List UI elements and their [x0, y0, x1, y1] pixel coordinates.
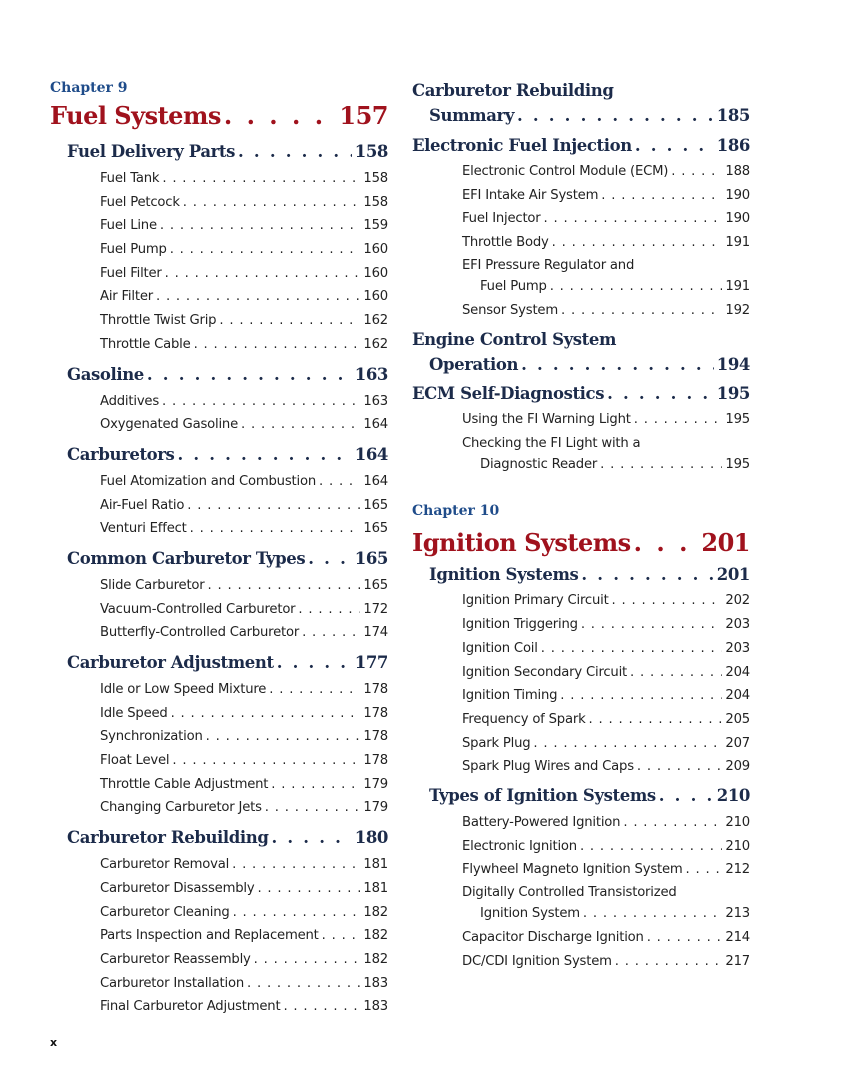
- leader-dots: [560, 684, 722, 708]
- section-title: ECM Self-Diagnostics: [412, 384, 605, 404]
- subsection-spark-plug-wires-and-caps[interactable]: [412, 755, 750, 779]
- subsection-synchronization[interactable]: [50, 725, 388, 749]
- section-carburetor-adjustment[interactable]: [50, 648, 388, 678]
- entry-page: 165: [354, 548, 388, 568]
- leader-dots: [187, 494, 360, 518]
- chapter-9-label: Chapter 9: [50, 80, 128, 96]
- leader-dots: [541, 637, 723, 661]
- entry-page: 209: [725, 759, 750, 775]
- leader-dots: [257, 877, 360, 901]
- leader-dots: [208, 574, 361, 598]
- leader-dots: [171, 702, 361, 726]
- leader-dots: [254, 948, 361, 972]
- entry-page: 172: [363, 601, 388, 617]
- leader-dots: [162, 167, 360, 191]
- leader-dots: [232, 853, 360, 877]
- subsection-title-line2: Diagnostic Reader: [480, 457, 598, 473]
- subsection-title-line1: Checking the FI Light with a: [462, 436, 641, 452]
- subsection-fuel-filter[interactable]: [50, 262, 388, 286]
- leader-dots: [219, 309, 360, 333]
- entry-page: 180: [354, 828, 388, 848]
- entry-title: Synchronization: [100, 729, 203, 745]
- entry-page: 182: [363, 928, 388, 944]
- entry-title: Carburetor Adjustment: [67, 653, 274, 672]
- leader-dots: [206, 725, 361, 749]
- subsection-changing-carburetor-jets[interactable]: [50, 796, 388, 820]
- leader-dots: [671, 160, 722, 184]
- entry-title: Carburetor Rebuilding: [67, 828, 269, 848]
- subsection-efi-intake-air-system[interactable]: [412, 184, 750, 208]
- leader-dots: [322, 924, 361, 948]
- section-carburetor-rebuilding[interactable]: [50, 823, 388, 853]
- chapter-9-title-entry[interactable]: [50, 98, 388, 134]
- types-subsections-2: [412, 926, 750, 973]
- entry-page: 203: [725, 617, 750, 633]
- leader-dots: [601, 184, 722, 208]
- section-engine-control-system[interactable]: [412, 327, 750, 352]
- entry-title: Parts Inspection and Replacement: [100, 928, 319, 944]
- subsection-spark-plug[interactable]: [412, 732, 750, 756]
- leader-dots: [634, 409, 723, 431]
- entry-title: Float Level: [100, 753, 170, 769]
- entry-page: 164: [363, 473, 388, 489]
- subsection-oxygenated-gasoline[interactable]: [50, 413, 388, 437]
- subsection-throttle-cable-adjustment[interactable]: [50, 773, 388, 797]
- entry-title: Final Carburetor Adjustment: [100, 999, 281, 1015]
- entry-title: Vacuum-Controlled Carburetor: [100, 601, 296, 617]
- entry-title: Oxygenated Gasoline: [100, 417, 238, 433]
- leader-dots: [272, 823, 352, 853]
- entry-page: 182: [363, 904, 388, 920]
- leader-dots: [561, 299, 722, 323]
- entry-page: 158: [354, 142, 388, 161]
- leader-dots: [160, 214, 361, 238]
- entry-title: Ignition Coil: [462, 640, 538, 656]
- leader-dots: [552, 231, 723, 255]
- entry-title: Changing Carburetor Jets: [100, 800, 262, 816]
- entry-page: 205: [725, 711, 750, 727]
- ignition-subsections: [412, 589, 750, 779]
- leader-dots: [581, 561, 713, 589]
- subsection-efi-pressure-regulator[interactable]: [412, 255, 750, 277]
- subsection-carburetor-reassembly[interactable]: [50, 948, 388, 972]
- entry-page: 214: [725, 930, 750, 945]
- subsection-electronic-control-module-ecm[interactable]: [412, 160, 750, 184]
- subsection-fuel-line[interactable]: [50, 214, 388, 238]
- section-title: Types of Ignition Systems: [429, 785, 656, 805]
- entry-page: 158: [363, 171, 388, 186]
- subsection-title: Using the FI Warning Light: [462, 412, 631, 428]
- leader-dots: [269, 678, 360, 702]
- entry-title: Slide Carburetor: [100, 577, 205, 593]
- entry-title: Carburetor Installation: [100, 975, 244, 991]
- subsection-idle-or-low-speed-mixture[interactable]: [50, 678, 388, 702]
- leader-dots: [241, 413, 360, 437]
- leader-dots: [156, 285, 360, 309]
- entry-title: Fuel Line: [100, 218, 157, 234]
- leader-dots: [247, 972, 360, 996]
- subsection-title-line2: Ignition System: [480, 906, 580, 921]
- subsection-page: 195: [725, 412, 750, 428]
- subsection-ignition-triggering[interactable]: [412, 613, 750, 637]
- section-page: 210: [716, 785, 750, 805]
- section-title-line2: Operation: [429, 355, 519, 375]
- entry-page: 178: [363, 729, 388, 745]
- leader-dots: [550, 277, 723, 297]
- section-carburetors[interactable]: [50, 440, 388, 470]
- entry-title: Spark Plug: [462, 735, 531, 751]
- section-common-carburetor-types[interactable]: [50, 544, 388, 574]
- subsection-air-filter[interactable]: [50, 285, 388, 309]
- entry-title: Fuel Pump: [100, 242, 167, 258]
- entry-title: Idle Speed: [100, 705, 168, 721]
- entry-page: 210: [725, 838, 750, 854]
- leader-dots: [177, 440, 351, 470]
- leader-dots: [635, 132, 714, 160]
- entry-page: 165: [363, 497, 388, 513]
- chapter-9-sections: [50, 137, 388, 1019]
- leader-dots: [265, 796, 361, 820]
- entry-title: Throttle Cable Adjustment: [100, 776, 269, 792]
- entry-page: 160: [363, 242, 388, 258]
- entry-title: DC/CDI Ignition System: [462, 953, 612, 969]
- leader-dots: [517, 103, 714, 128]
- leader-dots: [190, 517, 361, 541]
- entry-title: Butterfly-Controlled Carburetor: [100, 625, 300, 641]
- subsection-efi-pressure-regulator-cont[interactable]: [412, 277, 750, 297]
- leader-dots: [533, 732, 722, 756]
- leader-dots: [580, 835, 722, 859]
- entry-page: 183: [363, 975, 388, 991]
- entry-title: Carburetors: [67, 444, 175, 464]
- subsection-final-carburetor-adjustment[interactable]: [50, 995, 388, 1019]
- entry-title: Throttle Cable: [100, 336, 191, 352]
- entry-page: 160: [363, 265, 388, 281]
- entry-page: 165: [363, 521, 388, 537]
- leader-dots: [686, 858, 723, 882]
- subsection-carburetor-removal[interactable]: [50, 853, 388, 877]
- entry-title: Gasoline: [67, 364, 144, 384]
- page-folio: x: [50, 1036, 58, 1049]
- entry-page: 181: [363, 880, 388, 896]
- entry-title: Idle or Low Speed Mixture: [100, 682, 267, 697]
- subsection-venturi-effect[interactable]: [50, 517, 388, 541]
- section-electronic-fuel-injection[interactable]: [412, 132, 750, 160]
- leader-dots: [544, 207, 723, 231]
- leader-dots: [589, 708, 723, 732]
- entry-page: 202: [725, 593, 750, 609]
- leader-dots: [298, 598, 360, 622]
- entry-title: Throttle Twist Grip: [100, 313, 217, 329]
- section-carburetor-rebuilding-summary-cont[interactable]: [412, 103, 750, 128]
- entry-page: 178: [363, 705, 388, 721]
- leader-dots: [233, 901, 361, 925]
- entry-page: 191: [725, 235, 750, 251]
- leader-dots: [277, 648, 352, 678]
- subsection-digitally-controlled-cont[interactable]: [412, 904, 750, 924]
- subsection-page: 195: [725, 457, 750, 473]
- section-ignition-systems[interactable]: [412, 561, 750, 589]
- subsection-ignition-coil[interactable]: [412, 637, 750, 661]
- toc-right-column: [412, 78, 750, 973]
- subsection-sensor-system[interactable]: [412, 299, 750, 323]
- entry-title: Frequency of Spark: [462, 711, 586, 727]
- subsection-butterfly-controlled-carburetor[interactable]: [50, 621, 388, 645]
- entry-title: Fuel Petcock: [100, 194, 180, 210]
- entry-title: Carburetor Cleaning: [100, 904, 230, 920]
- leader-dots: [238, 137, 352, 167]
- subsection-checking-fi-light[interactable]: [412, 433, 750, 455]
- leader-dots: [147, 360, 352, 390]
- entry-title: Electronic Ignition: [462, 838, 577, 854]
- entry-page: 204: [725, 664, 750, 680]
- leader-dots: [319, 470, 360, 494]
- subsection-fuel-pump[interactable]: [50, 238, 388, 262]
- chapter-9-page: 157: [339, 101, 388, 130]
- section-types-of-ignition-systems[interactable]: [412, 781, 750, 811]
- subsection-ignition-primary-circuit[interactable]: [412, 589, 750, 613]
- leader-dots: [647, 926, 723, 950]
- entry-title: Fuel Injector: [462, 211, 541, 227]
- subsection-fi-warning-light[interactable]: [412, 409, 750, 431]
- entry-title: Carburetor Reassembly: [100, 951, 251, 967]
- entry-page: 163: [363, 393, 388, 409]
- chapter-10-title: Ignition Systems: [412, 528, 631, 558]
- entry-page: 162: [363, 336, 388, 352]
- subsection-throttle-cable[interactable]: [50, 333, 388, 357]
- types-subsections: [412, 811, 750, 882]
- entry-title: Additives: [100, 393, 160, 409]
- subsection-ignition-timing[interactable]: [412, 684, 750, 708]
- entry-page: 207: [725, 735, 750, 751]
- section-ecm-self-diagnostics[interactable]: [412, 379, 750, 409]
- leader-dots: [615, 950, 723, 974]
- leader-dots: [183, 191, 361, 215]
- entry-title: Common Carburetor Types: [67, 548, 306, 568]
- section-title: Ignition Systems: [429, 565, 579, 585]
- section-title: Electronic Fuel Injection: [412, 136, 632, 155]
- chapter-10-page: 201: [701, 528, 750, 558]
- leader-dots: [634, 525, 699, 561]
- leader-dots: [283, 995, 360, 1019]
- leader-dots: [165, 262, 361, 286]
- entry-title: Fuel Delivery Parts: [67, 142, 236, 161]
- entry-title: Fuel Atomization and Combustion: [100, 473, 316, 489]
- leader-dots: [224, 98, 337, 134]
- entry-page: 177: [354, 653, 388, 672]
- entry-page: 158: [363, 194, 388, 210]
- subsection-parts-inspection-and-replacement[interactable]: [50, 924, 388, 948]
- entry-page: 164: [363, 417, 388, 433]
- subsection-title-line1: Digitally Controlled Transistorized: [462, 885, 677, 900]
- subsection-frequency-of-spark[interactable]: [412, 708, 750, 732]
- leader-dots: [170, 238, 361, 262]
- subsection-carburetor-cleaning[interactable]: [50, 901, 388, 925]
- entry-page: 178: [363, 682, 388, 697]
- entry-page: 164: [354, 444, 388, 464]
- leader-dots: [162, 390, 360, 414]
- leader-dots: [302, 621, 360, 645]
- entry-page: 165: [363, 577, 388, 593]
- entry-page: 181: [363, 857, 388, 873]
- chapter-10-label: Chapter 10: [412, 503, 500, 520]
- entry-title: Ignition Triggering: [462, 617, 578, 633]
- subsection-checking-fi-light-cont[interactable]: [412, 455, 750, 475]
- entry-title: Electronic Control Module (ECM): [462, 164, 669, 179]
- subsection-idle-speed[interactable]: [50, 702, 388, 726]
- entry-page: 188: [725, 164, 750, 179]
- section-title-line1: Carburetor Rebuilding: [412, 81, 614, 100]
- leader-dots: [583, 904, 723, 924]
- entry-title: Throttle Body: [462, 235, 549, 251]
- entry-title: Fuel Filter: [100, 265, 162, 281]
- subsection-fuel-tank[interactable]: [50, 167, 388, 191]
- subsection-air-fuel-ratio[interactable]: [50, 494, 388, 518]
- entry-page: 163: [354, 364, 388, 384]
- subsection-flywheel-magneto-ignition-system[interactable]: [412, 858, 750, 882]
- section-title-line2: Summary: [429, 106, 515, 125]
- entry-page: 160: [363, 289, 388, 305]
- subsection-title-line1: EFI Pressure Regulator and: [462, 257, 635, 273]
- leader-dots: [600, 455, 722, 475]
- entry-page: 179: [363, 776, 388, 792]
- leader-dots: [630, 661, 722, 685]
- section-carburetor-rebuilding-summary[interactable]: [412, 78, 750, 103]
- subsection-title-line2: Fuel Pump: [480, 278, 547, 294]
- entry-page: 159: [363, 218, 388, 234]
- entry-title: Carburetor Removal: [100, 857, 230, 873]
- entry-title: Ignition Primary Circuit: [462, 593, 609, 609]
- entry-page: 203: [725, 640, 750, 656]
- section-page: 185: [716, 106, 750, 125]
- section-page: 195: [716, 384, 750, 404]
- entry-title: Capacitor Discharge Ignition: [462, 930, 644, 945]
- subsection-ignition-secondary-circuit[interactable]: [412, 661, 750, 685]
- subsection-title: Sensor System: [462, 302, 558, 318]
- toc-left-column: [50, 78, 388, 1019]
- subsection-fuel-injector[interactable]: [412, 207, 750, 231]
- subsection-float-level[interactable]: [50, 749, 388, 773]
- subsection-capacitor-discharge-ignition[interactable]: [412, 926, 750, 950]
- leader-dots: [637, 755, 723, 779]
- subsection-vacuum-controlled-carburetor[interactable]: [50, 598, 388, 622]
- leader-dots: [194, 333, 361, 357]
- section-page: 186: [716, 136, 750, 155]
- entry-title: EFI Intake Air System: [462, 187, 599, 203]
- entry-page: 182: [363, 951, 388, 967]
- section-page: 201: [716, 565, 750, 585]
- section-page: 194: [716, 355, 750, 375]
- entry-title: Carburetor Disassembly: [100, 880, 255, 896]
- subsection-additives[interactable]: [50, 390, 388, 414]
- subsection-page: 213: [725, 906, 750, 921]
- entry-title: Ignition Secondary Circuit: [462, 664, 628, 680]
- leader-dots: [581, 613, 723, 637]
- entry-title: Battery-Powered Ignition: [462, 814, 621, 830]
- subsection-carburetor-installation[interactable]: [50, 972, 388, 996]
- subsection-fuel-petcock[interactable]: [50, 191, 388, 215]
- entry-title: Ignition Timing: [462, 688, 558, 704]
- entry-title: Flywheel Magneto Ignition System: [462, 862, 683, 878]
- leader-dots: [607, 379, 714, 409]
- leader-dots: [172, 749, 360, 773]
- subsection-fuel-atomization-and-combustion[interactable]: [50, 470, 388, 494]
- subsection-page: 191: [725, 278, 750, 294]
- entry-title: Air Filter: [100, 289, 153, 305]
- entry-page: 217: [725, 953, 750, 969]
- entry-page: 174: [363, 625, 388, 641]
- entry-title: Spark Plug Wires and Caps: [462, 759, 634, 775]
- subsection-page: 192: [725, 302, 750, 318]
- subsection-throttle-body[interactable]: [412, 231, 750, 255]
- subsection-carburetor-disassembly[interactable]: [50, 877, 388, 901]
- leader-dots: [612, 589, 723, 613]
- subsection-slide-carburetor[interactable]: [50, 574, 388, 598]
- section-engine-control-system-cont[interactable]: [412, 352, 750, 377]
- section-gasoline[interactable]: [50, 360, 388, 390]
- chapter-10-title-entry[interactable]: [412, 525, 750, 561]
- entry-page: 178: [363, 753, 388, 769]
- entry-page: 179: [363, 800, 388, 816]
- subsection-throttle-twist-grip[interactable]: [50, 309, 388, 333]
- efi-subsections: [412, 160, 750, 255]
- subsection-digitally-controlled[interactable]: [412, 882, 750, 904]
- leader-dots: [659, 781, 714, 811]
- entry-page: 204: [725, 688, 750, 704]
- entry-page: 190: [725, 187, 750, 203]
- leader-dots: [623, 811, 722, 835]
- entry-page: 212: [725, 862, 750, 878]
- entry-title: Air-Fuel Ratio: [100, 497, 185, 513]
- entry-title: Venturi Effect: [100, 521, 187, 537]
- section-title-line1: Engine Control System: [412, 330, 617, 350]
- subsection-electronic-ignition[interactable]: [412, 835, 750, 859]
- entry-page: 162: [363, 313, 388, 329]
- entry-page: 210: [725, 814, 750, 830]
- entry-page: 190: [725, 211, 750, 227]
- leader-dots: [308, 544, 351, 574]
- chapter-9-title: Fuel Systems: [50, 101, 221, 130]
- subsection-battery-powered-ignition[interactable]: [412, 811, 750, 835]
- leader-dots: [271, 773, 360, 797]
- entry-title: Fuel Tank: [100, 171, 160, 186]
- subsection-dc-cdi-ignition-system[interactable]: [412, 950, 750, 974]
- section-fuel-delivery-parts[interactable]: [50, 137, 388, 167]
- leader-dots: [521, 352, 714, 377]
- entry-page: 183: [363, 999, 388, 1015]
